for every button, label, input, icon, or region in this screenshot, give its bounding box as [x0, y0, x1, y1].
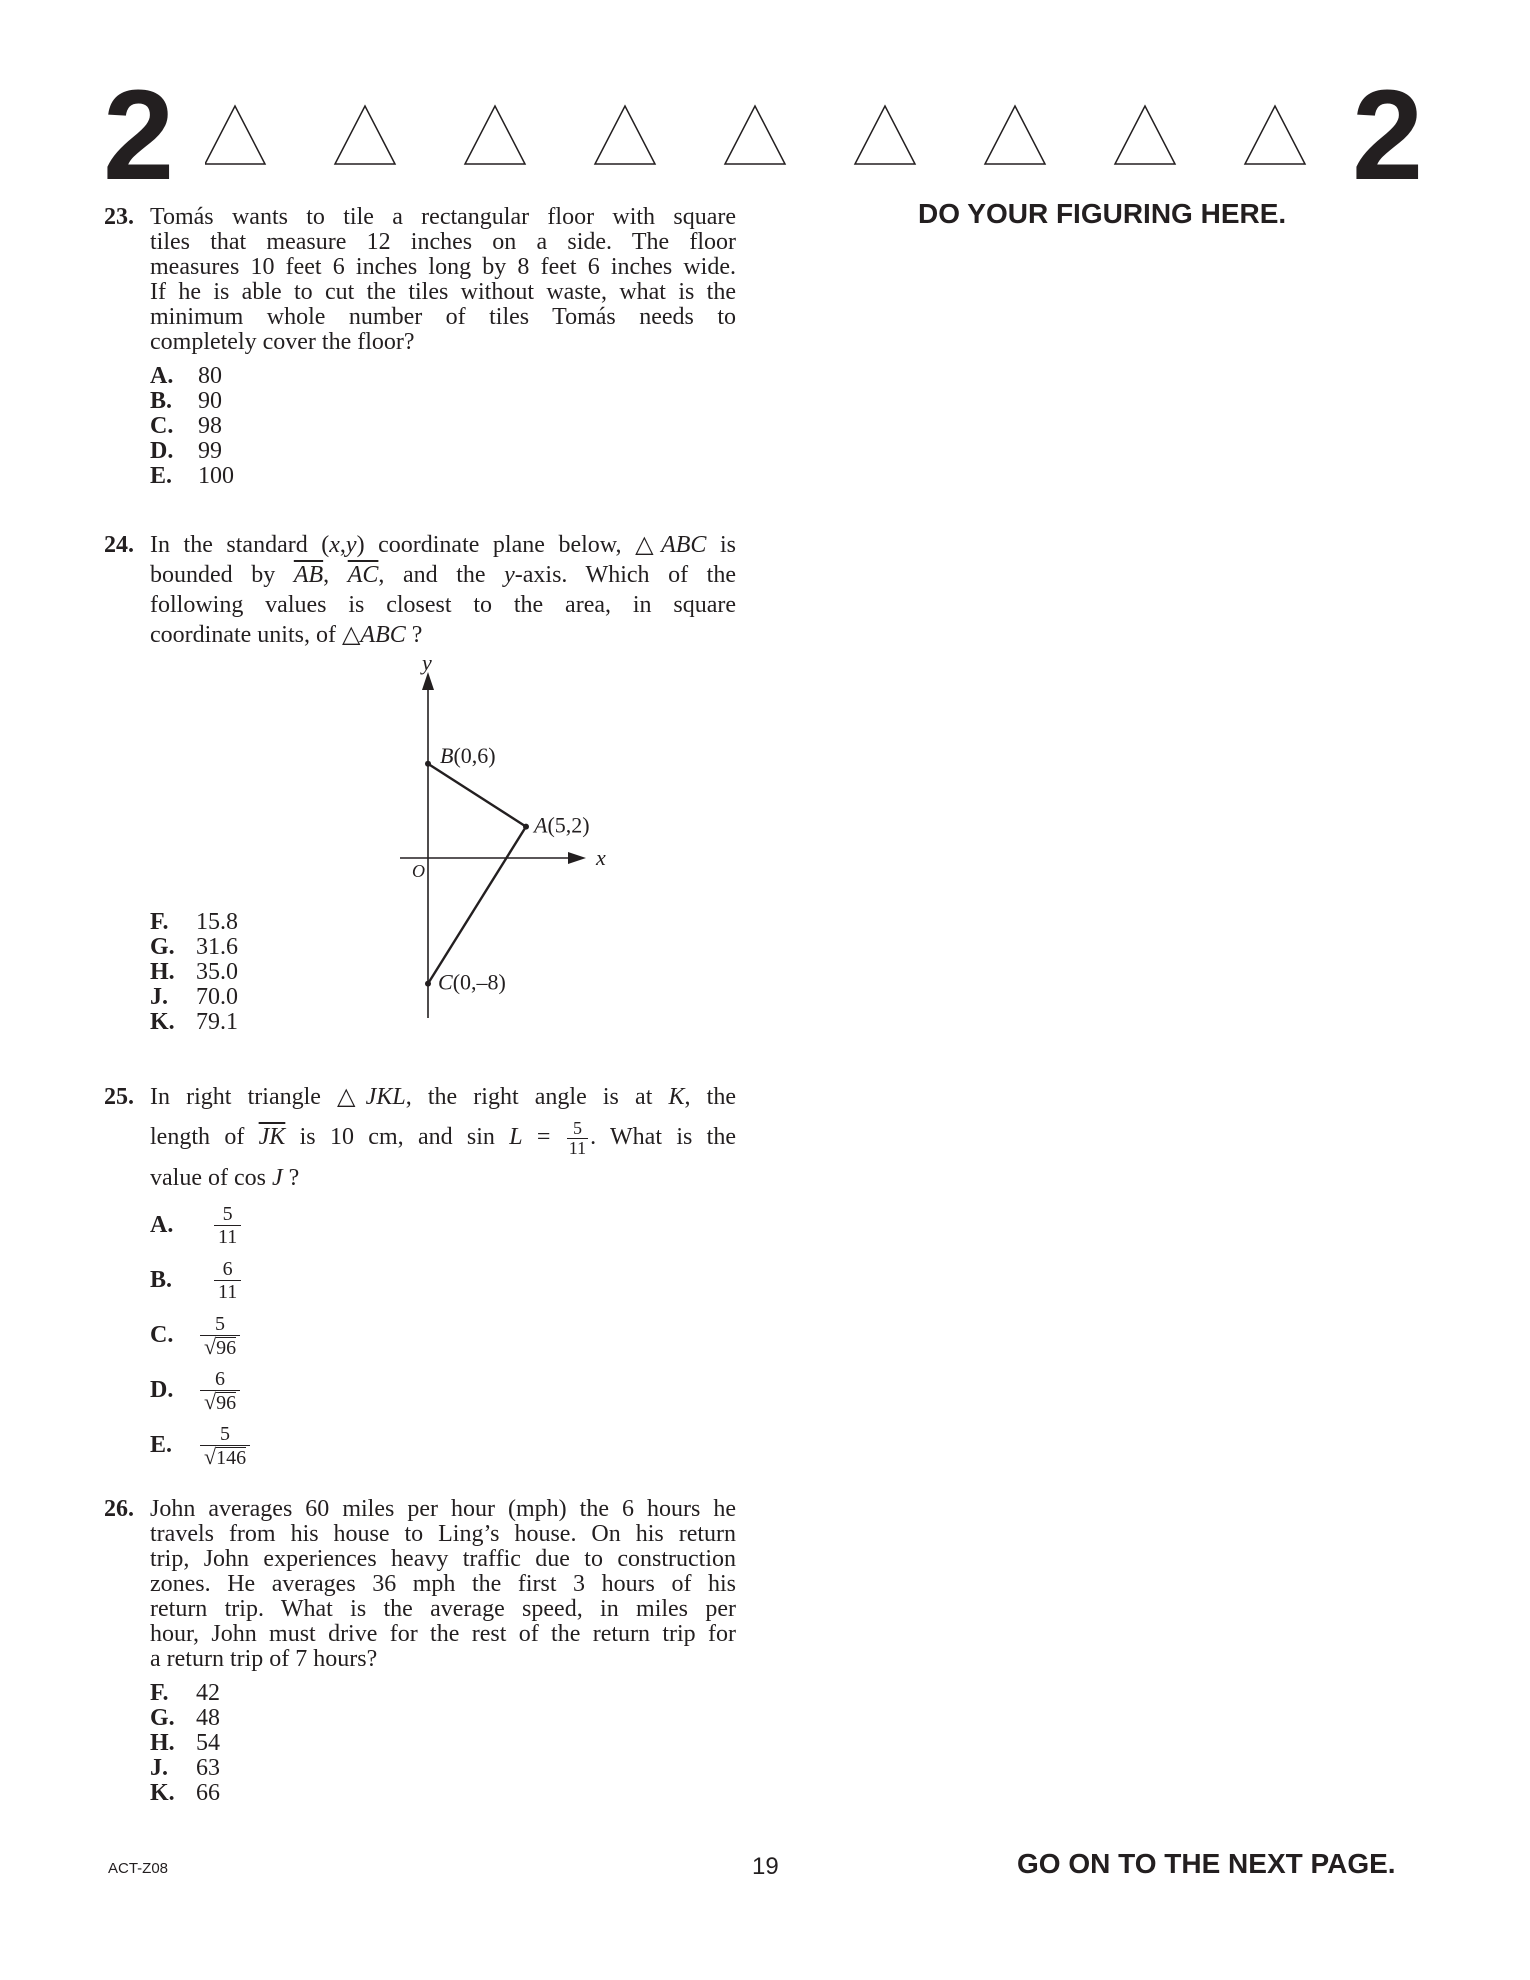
text-span: bounded by	[150, 562, 294, 588]
radicand: 96	[216, 1336, 237, 1359]
text-var: y	[504, 562, 515, 588]
choice-g[interactable]	[150, 935, 238, 960]
choice-value: 42	[196, 1680, 220, 1706]
choice-label: B.	[150, 1266, 173, 1293]
text-var: x	[329, 532, 340, 558]
choice-label: F.	[150, 909, 169, 935]
origin-label: O	[412, 861, 425, 881]
text-span: . What is the	[590, 1124, 736, 1150]
text-line	[150, 1077, 736, 1117]
fraction	[214, 1203, 241, 1248]
text-var: K	[668, 1084, 685, 1110]
fraction-denominator	[200, 1390, 240, 1413]
text-line	[150, 620, 736, 650]
text-line: return trip. What is the average speed, in miles per	[150, 1596, 736, 1622]
fraction-numerator: 5	[220, 1422, 231, 1445]
q23-choices	[150, 364, 234, 489]
choice-label: F.	[150, 1680, 169, 1706]
text-span: is 10 cm, and sin	[285, 1124, 510, 1150]
segment-ab: $\overline{AB}$	[293, 562, 324, 588]
fraction	[214, 1258, 241, 1303]
choice-c[interactable]	[150, 414, 234, 439]
triangle-icon	[595, 106, 655, 164]
point-label-c: C(0,–8)	[438, 969, 506, 995]
section-number-right: 2	[1352, 64, 1422, 207]
fraction-denominator: 11	[568, 1137, 587, 1158]
fraction-numerator: 5	[222, 1202, 233, 1225]
choice-j[interactable]	[150, 985, 238, 1010]
choice-value: 15.8	[196, 909, 238, 935]
x-axis-arrow	[568, 852, 586, 864]
triangle-icon	[335, 106, 395, 164]
text-span: length of	[150, 1124, 259, 1150]
triangle-icon	[1115, 106, 1175, 164]
text-line: measures 10 feet 6 inches long by 8 feet 6 inches wide.	[150, 254, 736, 280]
choice-label: A.	[150, 1211, 174, 1238]
choice-label: K.	[150, 1780, 175, 1806]
choice-value: 98	[198, 413, 222, 439]
question-number: 23.	[104, 204, 134, 230]
choice-label: D.	[150, 1376, 174, 1403]
choice-label: C.	[150, 413, 174, 439]
text-line: tiles that measure 12 inches on a side. The floor	[150, 229, 736, 255]
sin-fraction	[567, 1119, 588, 1158]
question-text	[150, 205, 736, 355]
fraction	[200, 1423, 250, 1468]
choice-value: 54	[196, 1730, 220, 1756]
fraction	[200, 1313, 240, 1358]
choice-value: 66	[196, 1780, 220, 1806]
radicand: 146	[216, 1446, 247, 1469]
q26-choices	[150, 1681, 220, 1806]
triangle-icon	[855, 106, 915, 164]
point-label-a: A(5,2)	[534, 812, 590, 838]
fraction-denominator	[200, 1335, 240, 1358]
text-line: trip, John experiences heavy traffic due to construction	[150, 1546, 736, 1572]
radical-sign: √	[204, 1443, 217, 1469]
question-24	[104, 530, 736, 650]
fraction-numerator: 6	[222, 1257, 233, 1280]
text-span: value of cos	[150, 1164, 272, 1191]
segment-ab	[428, 764, 526, 827]
text-span: ) coordinate plane below, △	[356, 532, 662, 558]
text-span: coordinate units, of △	[150, 622, 361, 648]
text-line: completely cover the floor?	[150, 329, 415, 355]
text-span: , the right angle is at	[405, 1084, 669, 1110]
choice-value: 99	[198, 438, 222, 464]
question-26	[104, 1497, 736, 1672]
choice-j[interactable]	[150, 1756, 220, 1781]
radical-sign: √	[204, 1333, 217, 1359]
choice-b[interactable]	[150, 389, 234, 414]
triangle-row	[205, 102, 1325, 172]
footer-code: ACT-Z08	[108, 1860, 169, 1877]
text-line	[150, 530, 736, 560]
segment-jk: $\overline{JK}$	[258, 1124, 286, 1150]
text-line	[150, 1117, 736, 1158]
text-span: =	[522, 1124, 565, 1150]
text-span: ,	[339, 532, 346, 558]
text-span: ?	[405, 622, 423, 648]
choice-k[interactable]	[150, 1781, 220, 1806]
text-var: y	[345, 532, 357, 558]
text-line	[150, 560, 736, 590]
choice-value: 48	[196, 1705, 220, 1731]
q24-choices	[150, 910, 238, 1035]
fraction-numerator: 6	[215, 1367, 226, 1390]
choice-value: 31.6	[196, 934, 238, 960]
fraction-numerator: 5	[572, 1117, 582, 1138]
choice-label: J.	[150, 1755, 168, 1781]
text-line	[150, 1158, 736, 1198]
choice-a[interactable]	[150, 364, 234, 389]
coordinate-graph	[400, 660, 640, 1030]
text-span: ,	[323, 562, 348, 588]
triangle-icon	[1245, 106, 1305, 164]
question-number: 25.	[104, 1084, 134, 1110]
text-line: following values is closest to the area, in square	[150, 592, 736, 618]
choice-e[interactable]	[150, 1420, 250, 1470]
choice-d[interactable]	[150, 439, 234, 464]
choice-a[interactable]	[150, 1200, 241, 1250]
radicand: 96	[216, 1391, 237, 1414]
question-23	[104, 205, 736, 355]
choice-c[interactable]	[150, 1310, 240, 1360]
choice-value: 100	[198, 463, 234, 489]
choice-label: D.	[150, 438, 174, 464]
choice-value: 80	[198, 363, 222, 389]
choice-value: 63	[196, 1755, 220, 1781]
fraction-numerator: 5	[215, 1312, 226, 1335]
segment-ac	[428, 827, 526, 984]
question-number: 26.	[104, 1496, 134, 1522]
fraction-denominator	[200, 1445, 250, 1468]
radical-sign: √	[204, 1388, 217, 1414]
choice-value: 70.0	[196, 984, 238, 1010]
text-line: zones. He averages 36 mph the first 3 hours of his	[150, 1571, 736, 1597]
choice-label: H.	[150, 1730, 175, 1756]
section-number-left: 2	[103, 64, 173, 207]
triangle-icon	[465, 106, 525, 164]
text-line: If he is able to cut the tiles without waste, what is the	[150, 279, 736, 305]
text-span: is	[706, 532, 736, 558]
choice-k[interactable]	[150, 1010, 238, 1035]
choice-e[interactable]	[150, 464, 234, 489]
point-label-b: B(0,6)	[440, 742, 496, 768]
text-var: J	[271, 1164, 283, 1191]
text-line: hour, John must drive for the rest of the return trip for	[150, 1621, 736, 1647]
triangle-icon	[205, 106, 265, 164]
question-text	[150, 1077, 736, 1198]
text-span: In right triangle △	[150, 1084, 366, 1110]
choice-label: E.	[150, 1431, 173, 1458]
question-number: 24.	[104, 532, 134, 558]
text-line: a return trip of 7 hours?	[150, 1646, 378, 1672]
choice-d[interactable]	[150, 1365, 240, 1415]
choice-f[interactable]	[150, 1681, 220, 1706]
text-line: Tomás wants to tile a rectangular floor with square	[150, 204, 736, 230]
page-number: 19	[752, 1853, 779, 1880]
choice-h[interactable]	[150, 960, 238, 985]
text-line: John averages 60 miles per hour (mph) the 6 hours he	[150, 1496, 736, 1522]
choice-label: B.	[150, 388, 173, 414]
choice-label: A.	[150, 363, 174, 389]
choice-label: C.	[150, 1321, 174, 1348]
text-span: , the	[684, 1084, 736, 1110]
text-line: minimum whole number of tiles Tomás needs to	[150, 304, 736, 330]
triangle-icon	[985, 106, 1045, 164]
text-span: ?	[282, 1164, 300, 1191]
choice-label: G.	[150, 1705, 175, 1731]
question-25	[104, 1077, 736, 1198]
point-b	[425, 761, 431, 767]
point-a	[523, 824, 529, 830]
text-span: , and the	[378, 562, 505, 588]
choice-b[interactable]	[150, 1255, 241, 1305]
point-c	[425, 981, 431, 987]
choice-label: J.	[150, 984, 168, 1010]
choice-value: 35.0	[196, 959, 238, 985]
choice-h[interactable]	[150, 1731, 220, 1756]
choice-value: 90	[198, 388, 222, 414]
question-text	[150, 530, 736, 650]
y-axis-label: y	[422, 660, 432, 675]
choice-label: G.	[150, 934, 175, 960]
text-var: L	[509, 1124, 523, 1150]
figuring-label: DO YOUR FIGURING HERE.	[918, 198, 1287, 229]
segment-ac: $\overline{AC}$	[347, 562, 379, 588]
question-text	[150, 1497, 736, 1672]
fraction	[200, 1368, 240, 1413]
next-page-label: GO ON TO THE NEXT PAGE.	[1017, 1848, 1396, 1879]
text-var: ABC	[661, 532, 707, 558]
text-span: In the standard (	[150, 532, 330, 558]
text-var: JKL	[365, 1084, 406, 1110]
choice-f[interactable]	[150, 910, 238, 935]
choice-label: K.	[150, 1009, 175, 1035]
fraction-denominator: 11	[214, 1225, 241, 1248]
triangle-icon	[725, 106, 785, 164]
choice-g[interactable]	[150, 1706, 220, 1731]
choice-label: H.	[150, 959, 175, 985]
x-axis-label: x	[596, 845, 606, 870]
text-span: -axis. Which of the	[514, 562, 736, 588]
text-var: ABC	[360, 622, 406, 648]
fraction-denominator: 11	[214, 1280, 241, 1303]
choice-label: E.	[150, 463, 173, 489]
choice-value: 79.1	[196, 1009, 238, 1035]
text-line: travels from his house to Ling’s house. On his return	[150, 1521, 736, 1547]
